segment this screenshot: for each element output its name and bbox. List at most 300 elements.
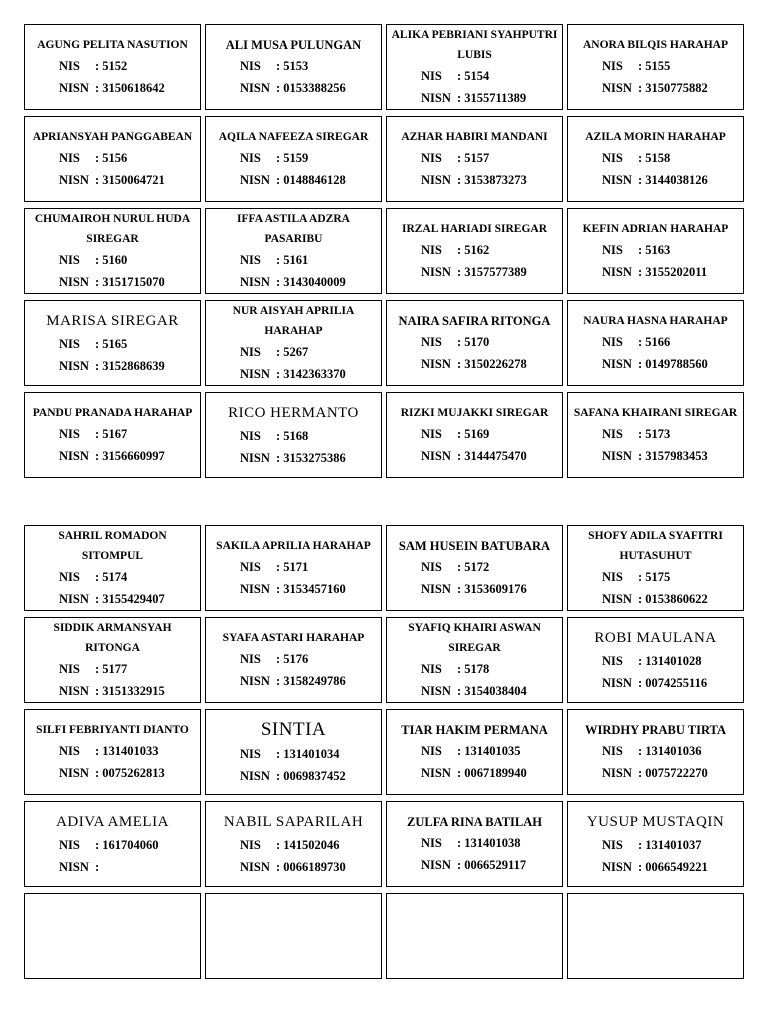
name-card	[205, 208, 382, 294]
name-card	[386, 525, 563, 611]
student-nis-row	[391, 423, 558, 445]
nisn-label: NISN	[421, 265, 451, 279]
name-card	[567, 392, 744, 478]
nisn-value: 0074255116	[645, 676, 708, 690]
nisn-label: NISN	[59, 275, 89, 289]
student-nis-row	[572, 331, 739, 353]
nisn-value: 0067189940	[464, 766, 527, 780]
student-nisn-row	[29, 762, 196, 784]
student-nis-row	[391, 832, 558, 854]
nis-value: 5152	[102, 59, 128, 73]
nis-value: 5176	[283, 652, 309, 666]
nisn-label: NISN	[421, 582, 451, 596]
name-card	[386, 801, 563, 887]
name-card	[24, 709, 201, 795]
student-name: ROBI MAULANA	[594, 630, 717, 646]
name-card	[24, 392, 201, 478]
name-card	[567, 617, 744, 703]
student-nisn-row	[210, 271, 377, 293]
nis-value: 141502046	[283, 838, 340, 852]
nisn-label: NISN	[421, 449, 451, 463]
student-name: ALIKA PEBRIANI SYAHPUTRI LUBIS	[391, 29, 558, 61]
student-name: NABIL SAPARILAH	[223, 814, 364, 830]
student-name: AQILA NAFEEZA SIREGAR	[218, 131, 369, 143]
student-nisn-row	[572, 169, 739, 191]
nisn-value: 0075722270	[645, 766, 708, 780]
student-nisn-row	[391, 762, 558, 784]
nisn-separator: :	[457, 265, 462, 279]
nis-label: NIS	[59, 253, 80, 267]
nisn-label: NISN	[240, 582, 270, 596]
student-nisn-row	[29, 271, 196, 293]
nisn-label: NISN	[240, 275, 270, 289]
nis-label: NIS	[59, 838, 80, 852]
nis-label: NIS	[602, 427, 623, 441]
student-name: RIZKI MUJAKKI SIREGAR	[400, 407, 549, 419]
nisn-label: NISN	[421, 357, 451, 371]
student-name: SAKILA APRILIA HARAHAP	[216, 540, 371, 552]
nisn-separator: :	[638, 357, 643, 371]
nisn-label: NISN	[602, 860, 632, 874]
nis-separator: :	[276, 59, 281, 73]
nis-label: NIS	[240, 429, 261, 443]
nis-separator: :	[638, 654, 643, 668]
nisn-separator: :	[457, 766, 462, 780]
student-name: SIDDIK ARMANSYAH RITONGA	[53, 622, 172, 654]
name-card	[386, 709, 563, 795]
nis-separator: :	[95, 570, 100, 584]
nis-value: 5158	[645, 151, 671, 165]
nis-value: 161704060	[102, 838, 159, 852]
nisn-separator: :	[276, 674, 281, 688]
nisn-label: NISN	[602, 449, 632, 463]
nis-label: NIS	[240, 59, 261, 73]
student-nisn-row	[391, 578, 558, 600]
student-nisn-row	[210, 169, 377, 191]
name-card	[386, 300, 563, 386]
student-nis-row	[29, 658, 196, 680]
student-nisn-row	[210, 578, 377, 600]
nisn-separator: :	[95, 766, 100, 780]
nisn-value: 3142363370	[283, 367, 346, 381]
student-nisn-row	[210, 77, 377, 99]
nisn-separator: :	[457, 357, 462, 371]
student-name: ZULFA RINA BATILAH	[407, 815, 542, 829]
student-name: AZILA MORIN HARAHAP	[585, 131, 726, 143]
nis-value: 5153	[283, 59, 309, 73]
nis-separator: :	[638, 243, 643, 257]
nisn-separator: :	[95, 275, 100, 289]
nisn-label: NISN	[59, 359, 89, 373]
nisn-value: 3154038404	[464, 684, 527, 698]
nis-separator: :	[95, 337, 100, 351]
nis-value: 5173	[645, 427, 671, 441]
nisn-value: 0153860622	[645, 592, 708, 606]
nis-label: NIS	[421, 335, 442, 349]
nisn-value: 3151715070	[102, 275, 165, 289]
nis-separator: :	[638, 335, 643, 349]
nis-label: NIS	[59, 570, 80, 584]
student-name: SAHRIL ROMADON SITOMPUL	[58, 530, 167, 562]
student-nis-row	[210, 147, 377, 169]
student-name: APRIANSYAH PANGGABEAN	[32, 131, 193, 143]
name-card	[205, 24, 382, 110]
nis-value: 5175	[645, 570, 671, 584]
nisn-value: 3153873273	[464, 173, 527, 187]
nisn-label: NISN	[240, 367, 270, 381]
nis-value: 131401036	[645, 744, 702, 758]
student-nisn-row	[391, 169, 558, 191]
nis-value: 5267	[283, 345, 309, 359]
name-card	[567, 300, 744, 386]
nis-label: NIS	[421, 69, 442, 83]
student-nis-row	[391, 740, 558, 762]
student-nisn-row	[572, 762, 739, 784]
nis-label: NIS	[59, 662, 80, 676]
student-nisn-row	[572, 353, 739, 375]
nisn-value: 3151332915	[102, 684, 165, 698]
nisn-label: NISN	[602, 357, 632, 371]
nisn-value: 3155202011	[645, 265, 708, 279]
nisn-value: 0066549221	[645, 860, 708, 874]
nis-value: 5161	[283, 253, 309, 267]
name-card	[567, 525, 744, 611]
nisn-value: 3152868639	[102, 359, 165, 373]
name-card	[567, 24, 744, 110]
nisn-label: NISN	[602, 676, 632, 690]
name-card	[205, 392, 382, 478]
nis-separator: :	[457, 151, 462, 165]
nis-separator: :	[638, 838, 643, 852]
student-name: WIRDHY PRABU TIRTA	[584, 723, 726, 737]
nisn-separator: :	[276, 367, 281, 381]
student-name: SAM HUSEIN BATUBARA	[398, 539, 551, 553]
nis-value: 5165	[102, 337, 128, 351]
nisn-separator: :	[95, 449, 100, 463]
nis-separator: :	[457, 69, 462, 83]
name-card	[24, 300, 201, 386]
student-nis-row	[29, 834, 196, 856]
student-nis-row	[572, 423, 739, 445]
nis-label: NIS	[240, 151, 261, 165]
student-name: SYAFA ASTARI HARAHAP	[222, 632, 365, 644]
nis-value: 131401033	[102, 744, 159, 758]
nis-value: 5167	[102, 427, 128, 441]
nis-value: 5154	[464, 69, 490, 83]
name-card	[24, 525, 201, 611]
student-nis-row	[210, 648, 377, 670]
student-name: CHUMAIROH NURUL HUDA SIREGAR	[34, 213, 191, 245]
nisn-separator: :	[276, 173, 281, 187]
name-card	[24, 116, 201, 202]
student-nisn-row	[29, 445, 196, 467]
bottom-card-grid	[24, 525, 744, 979]
student-nisn-row	[210, 670, 377, 692]
nis-separator: :	[276, 838, 281, 852]
student-nis-row	[391, 239, 558, 261]
nisn-value: 0066189730	[283, 860, 346, 874]
nisn-separator: :	[457, 173, 462, 187]
nis-label: NIS	[602, 151, 623, 165]
nisn-value: 0069837452	[283, 769, 346, 783]
nis-separator: :	[638, 744, 643, 758]
student-nis-row	[391, 147, 558, 169]
nisn-label: NISN	[602, 592, 632, 606]
nisn-value: 3153457160	[283, 582, 346, 596]
student-name: RICO HERMANTO	[228, 405, 359, 421]
name-card	[205, 116, 382, 202]
nis-label: NIS	[59, 337, 80, 351]
nisn-label: NISN	[240, 451, 270, 465]
name-card	[567, 208, 744, 294]
student-nis-row	[210, 341, 377, 363]
student-nis-row	[210, 743, 377, 765]
nis-label: NIS	[602, 744, 623, 758]
nis-separator: :	[457, 744, 462, 758]
nis-label: NIS	[421, 836, 442, 850]
student-name: NAURA HASNA HARAHAP	[583, 315, 728, 327]
nis-value: 131401028	[645, 654, 702, 668]
nisn-value: 3144475470	[464, 449, 527, 463]
nisn-separator: :	[95, 359, 100, 373]
name-card	[567, 801, 744, 887]
nisn-label: NISN	[602, 265, 632, 279]
nis-label: NIS	[421, 151, 442, 165]
nisn-separator: :	[95, 173, 100, 187]
nisn-label: NISN	[59, 81, 89, 95]
nisn-label: NISN	[421, 766, 451, 780]
student-nis-row	[29, 423, 196, 445]
student-nis-row	[29, 740, 196, 762]
name-card	[386, 116, 563, 202]
name-card	[24, 893, 201, 979]
nis-separator: :	[638, 570, 643, 584]
name-card	[567, 116, 744, 202]
nis-value: 5155	[645, 59, 671, 73]
nis-separator: :	[95, 427, 100, 441]
nis-label: NIS	[421, 744, 442, 758]
nis-separator: :	[457, 427, 462, 441]
nis-label: NIS	[602, 59, 623, 73]
nis-value: 131401037	[645, 838, 702, 852]
nisn-label: NISN	[240, 769, 270, 783]
student-nis-row	[572, 55, 739, 77]
nisn-separator: :	[457, 684, 462, 698]
nis-separator: :	[95, 151, 100, 165]
nisn-separator: :	[457, 449, 462, 463]
nisn-separator: :	[638, 860, 643, 874]
nis-value: 5163	[645, 243, 671, 257]
nis-value: 5159	[283, 151, 309, 165]
nisn-value: 0066529117	[464, 858, 527, 872]
nis-label: NIS	[240, 345, 261, 359]
name-card	[567, 893, 744, 979]
student-name: SAFANA KHAIRANI SIREGAR	[573, 407, 738, 419]
student-name: TIAR HAKIM PERMANA	[401, 723, 548, 737]
nisn-value: 3150064721	[102, 173, 165, 187]
student-nis-row	[210, 834, 377, 856]
nis-label: NIS	[240, 560, 261, 574]
student-nis-row	[210, 55, 377, 77]
name-card	[205, 617, 382, 703]
student-nisn-row	[29, 77, 196, 99]
student-name: ADIVA AMELIA	[56, 814, 169, 830]
nis-separator: :	[95, 838, 100, 852]
nisn-value: 3153275386	[283, 451, 346, 465]
nisn-separator: :	[457, 858, 462, 872]
nis-value: 5162	[464, 243, 490, 257]
top-card-grid	[24, 24, 744, 478]
name-card	[205, 893, 382, 979]
student-nisn-row	[391, 353, 558, 375]
nis-value: 131401038	[464, 836, 521, 850]
student-name: NAIRA SAFIRA RITONGA	[398, 314, 551, 328]
student-name: MARISA SIREGAR	[46, 313, 179, 329]
nis-separator: :	[95, 662, 100, 676]
nisn-label: NISN	[59, 449, 89, 463]
nis-separator: :	[276, 253, 281, 267]
name-card	[24, 617, 201, 703]
student-nis-row	[572, 834, 739, 856]
nisn-value: 3156660997	[102, 449, 165, 463]
student-nis-row	[572, 147, 739, 169]
name-card	[386, 208, 563, 294]
name-card	[386, 617, 563, 703]
nisn-label: NISN	[421, 91, 451, 105]
nisn-separator: :	[638, 676, 643, 690]
student-nisn-row	[391, 445, 558, 467]
nis-value: 5178	[464, 662, 490, 676]
nis-value: 131401034	[283, 747, 340, 761]
nisn-label: NISN	[59, 592, 89, 606]
nis-value: 5172	[464, 560, 490, 574]
nisn-separator: :	[276, 769, 281, 783]
student-nis-row	[572, 566, 739, 588]
nis-label: NIS	[240, 747, 261, 761]
nis-label: NIS	[421, 560, 442, 574]
nisn-label: NISN	[240, 860, 270, 874]
student-nis-row	[29, 147, 196, 169]
nisn-separator: :	[95, 592, 100, 606]
nisn-label: NISN	[602, 81, 632, 95]
nis-value: 5157	[464, 151, 490, 165]
name-card	[567, 709, 744, 795]
nisn-value: 3150775882	[645, 81, 708, 95]
nisn-separator: :	[276, 81, 281, 95]
name-card	[386, 24, 563, 110]
name-card	[205, 801, 382, 887]
nis-label: NIS	[602, 838, 623, 852]
nisn-label: NISN	[59, 684, 89, 698]
student-nisn-row	[572, 588, 739, 610]
student-nis-row	[29, 333, 196, 355]
nisn-label: NISN	[602, 173, 632, 187]
nis-separator: :	[276, 345, 281, 359]
nis-value: 5166	[645, 335, 671, 349]
name-card	[24, 24, 201, 110]
nis-separator: :	[457, 662, 462, 676]
student-name: NUR AISYAH APRILIA HARAHAP	[232, 305, 355, 337]
nis-label: NIS	[59, 59, 80, 73]
nis-label: NIS	[59, 744, 80, 758]
student-name: AZHAR HABIRI MANDANI	[401, 131, 548, 143]
nis-separator: :	[457, 243, 462, 257]
student-nis-row	[210, 249, 377, 271]
nisn-separator: :	[276, 275, 281, 289]
student-nisn-row	[572, 77, 739, 99]
nisn-value: 3158249786	[283, 674, 346, 688]
nis-separator: :	[95, 59, 100, 73]
student-nisn-row	[29, 856, 196, 878]
nisn-value: 3155711389	[464, 91, 527, 105]
nisn-value: 3155429407	[102, 592, 165, 606]
nisn-separator: :	[638, 81, 643, 95]
nisn-label: NISN	[602, 766, 632, 780]
nisn-value: 3143040009	[283, 275, 346, 289]
student-nisn-row	[572, 672, 739, 694]
student-name: SILFI FEBRIYANTI DIANTO	[36, 724, 189, 736]
nis-value: 5160	[102, 253, 128, 267]
student-nis-row	[29, 566, 196, 588]
nis-label: NIS	[602, 654, 623, 668]
nisn-label: NISN	[59, 860, 89, 874]
nisn-label: NISN	[240, 173, 270, 187]
nisn-separator: :	[276, 582, 281, 596]
student-nis-row	[572, 239, 739, 261]
student-nisn-row	[572, 856, 739, 878]
student-nisn-row	[391, 261, 558, 283]
nisn-label: NISN	[59, 766, 89, 780]
student-name: ALI MUSA PULUNGAN	[225, 38, 362, 52]
nis-separator: :	[276, 151, 281, 165]
nisn-separator: :	[276, 451, 281, 465]
nis-separator: :	[638, 59, 643, 73]
student-nisn-row	[29, 588, 196, 610]
nisn-value: 0148846128	[283, 173, 346, 187]
nisn-separator: :	[638, 173, 643, 187]
name-card	[386, 392, 563, 478]
student-nisn-row	[29, 355, 196, 377]
nisn-separator: :	[638, 766, 643, 780]
name-card	[386, 893, 563, 979]
nis-separator: :	[638, 427, 643, 441]
student-name: YUSUP MUSTAQIN	[586, 814, 725, 830]
nisn-value: 3150618642	[102, 81, 165, 95]
nis-separator: :	[95, 744, 100, 758]
student-name: SHOFY ADILA SYAFITRI HUTASUHUT	[588, 530, 723, 562]
nisn-label: NISN	[421, 858, 451, 872]
student-name: IFFA ASTILA ADZRA PASARIBU	[237, 213, 350, 245]
nisn-label: NISN	[421, 684, 451, 698]
nisn-value: 3157983453	[645, 449, 708, 463]
nis-label: NIS	[602, 570, 623, 584]
nis-value: 5169	[464, 427, 490, 441]
nis-label: NIS	[421, 662, 442, 676]
nis-separator: :	[95, 253, 100, 267]
student-nisn-row	[210, 765, 377, 787]
nis-separator: :	[457, 560, 462, 574]
student-nis-row	[210, 556, 377, 578]
nis-separator: :	[457, 335, 462, 349]
nis-value: 5174	[102, 570, 128, 584]
name-card	[24, 208, 201, 294]
nisn-separator: :	[457, 582, 462, 596]
student-nis-row	[391, 556, 558, 578]
student-nis-row	[391, 65, 558, 87]
nisn-separator: :	[457, 91, 462, 105]
nisn-label: NISN	[240, 81, 270, 95]
nis-label: NIS	[602, 335, 623, 349]
